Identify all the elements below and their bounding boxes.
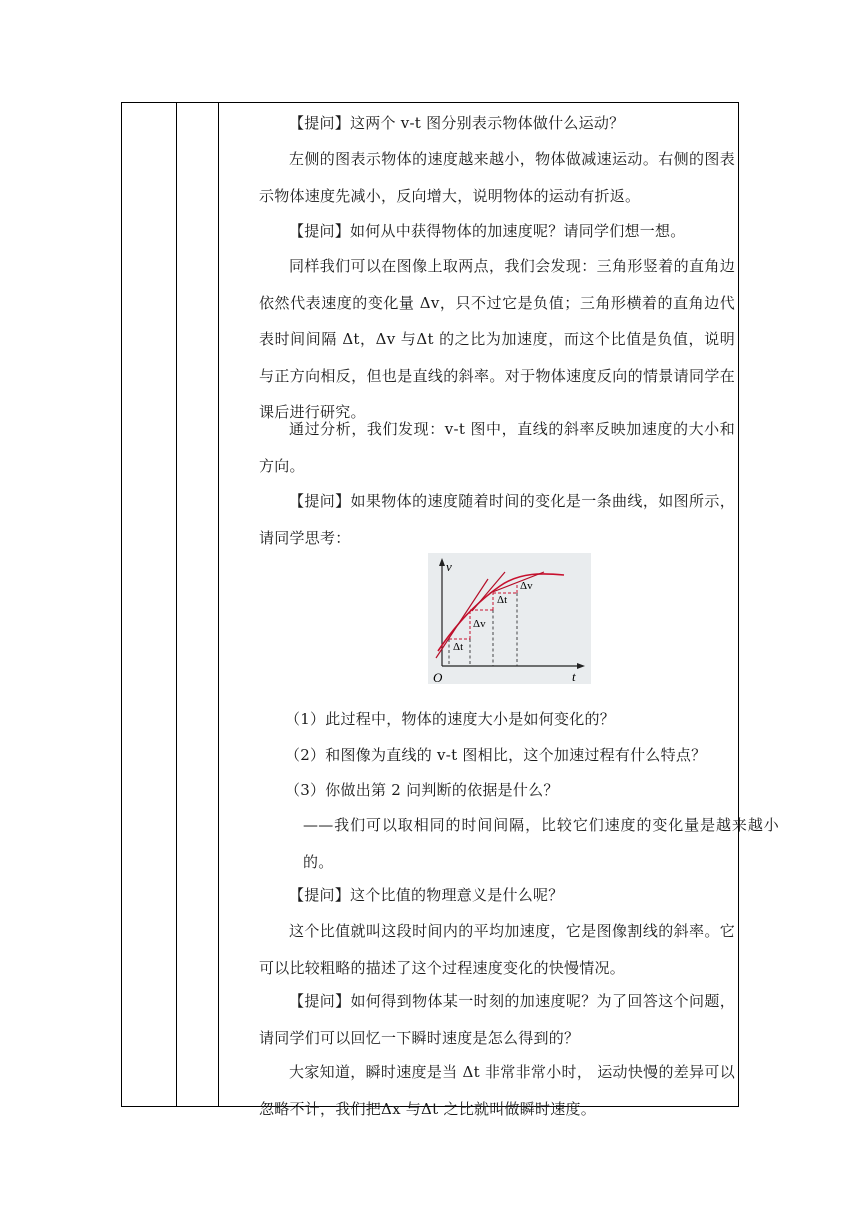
question-5: 【提问】如何得到物体某一时刻的加速度呢？为了回答这个问题，请同学们可以回忆一下瞬时速度是怎么得到的？ [259,992,735,1047]
answer-4: ——我们可以取相同的时间间隔，比较它们速度的变化量是越来越小的。 [303,816,779,871]
sub-question-1: （1）此过程中，物体的速度大小是如何变化的？ [285,710,616,728]
column-divider-2 [218,102,219,1107]
delta-t-label-1: Δt [453,641,464,653]
delta-t-label-2: Δt [497,594,508,606]
figure-background [428,553,591,684]
t-axis-label: t [572,669,576,684]
sub-question-3: （3）你做出第 2 问判断的依据是什么？ [285,781,559,799]
delta-v-label-1: Δv [473,618,486,630]
answer-3: 通过分析，我们发现：v-t 图中，直线的斜率反映加速度的大小和方向。 [259,420,735,475]
answer-6: 大家知道，瞬时速度是当 Δt 非常非常小时， 运动快慢的差异可以忽略不计，我们把Δx 与Δt 之比就叫做瞬时速度。 [259,1063,735,1118]
origin-label: O [433,670,443,684]
sub-question-2: （2）和图像为直线的 v-t 图相比，这个加速过程有什么特点？ [285,746,707,764]
delta-v-label-2: Δv [520,580,533,592]
answer-1: 左侧的图表示物体的速度越来越小，物体做减速运动。右侧的图表示物体速度先减小，反向增大，说明物体的运动有折返。 [259,150,735,205]
question-1: 【提问】这两个 v-t 图分别表示物体做什么运动？ [289,114,625,132]
answer-5: 这个比值就叫这段时间内的平均加速度，它是图像割线的斜率。它可以比较粗略的描述了这个过程速度变化的快慢情况。 [259,922,735,977]
answer-2: 同样我们可以在图像上取两点，我们会发现：三角形竖着的直角边依然代表速度的变化量 Δv，只不过它是负值；三角形横着的直角边代表时间间隔 Δt，Δv 与Δt 的之比为加速度，而这个比值是负值，说明与正方向相反，但也是直线的斜率。对于物体速度反向的情景请同学在课后进行研究。 [259,257,735,421]
question-3: 【提问】如果物体的速度随着时间的变化是一条曲线，如图所示，请同学思考： [259,492,735,547]
column-divider-1 [176,102,177,1107]
velocity-time-curve-figure [428,553,591,684]
question-2: 【提问】如何从中获得物体的加速度呢？请同学们想一想。 [289,222,686,240]
v-axis-label: v [446,559,452,574]
question-4: 【提问】这个比值的物理意义是什么呢？ [289,886,564,904]
